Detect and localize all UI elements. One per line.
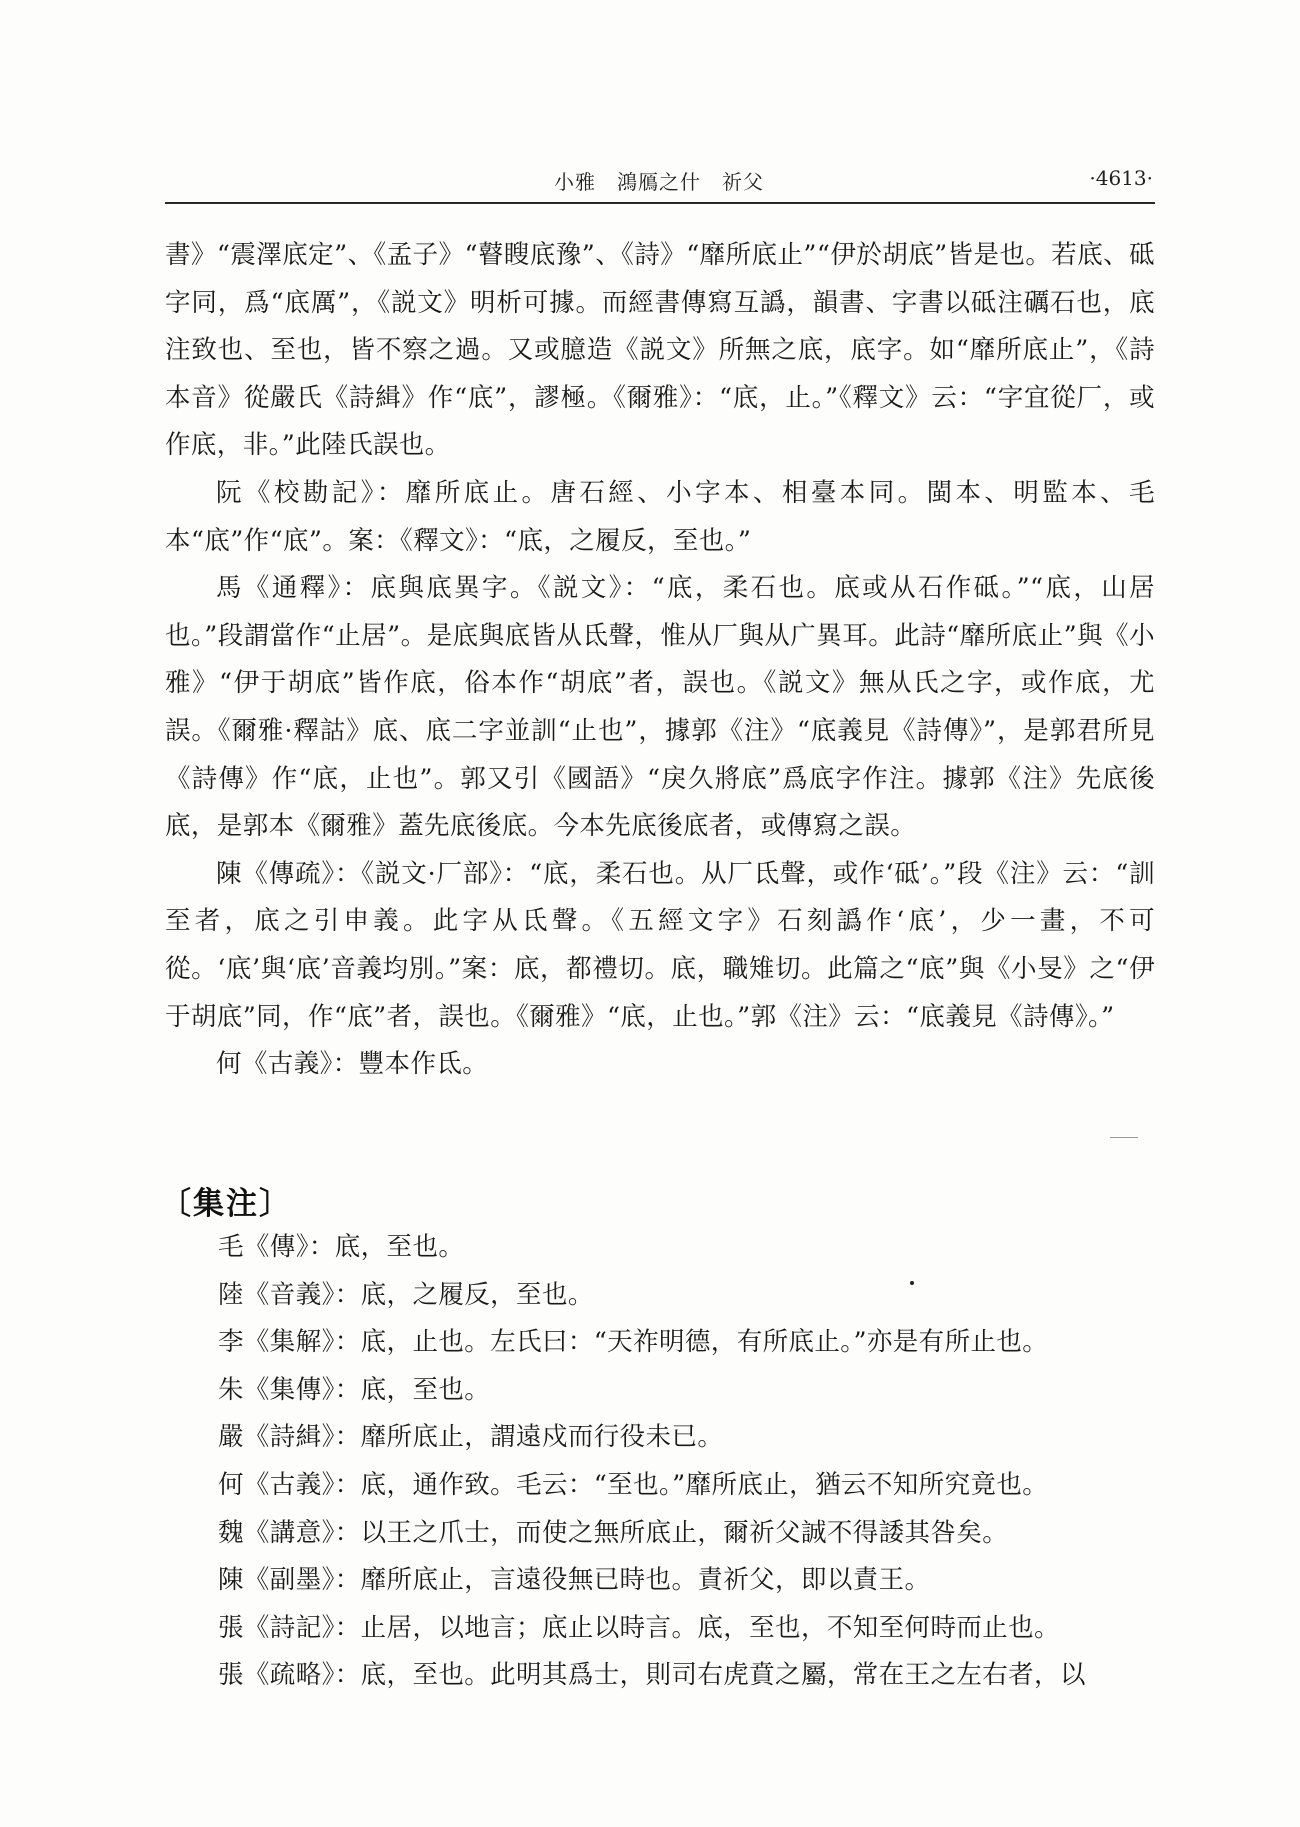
body-text: [165, 232, 1155, 1089]
running-title: 小雅 鴻鴈之什 祈父: [554, 170, 764, 194]
annotation-line: 陳《副墨》：靡所底止，言遠役無已時也。責祈父，即以責王。: [218, 1565, 931, 1596]
paragraph-he: 何《古義》：豐本作氐。: [216, 1049, 489, 1080]
annotation-line: 張《詩記》：止居，以地言；底止以時言。底，至也，不知至何時而止也。: [218, 1612, 1060, 1643]
running-head: [165, 162, 1153, 202]
page-number: ·4613·: [1089, 166, 1153, 190]
annotation-line: 李《集解》：底，止也。左氏曰：“天祚明德，有所底止。”亦是有所止也。: [218, 1327, 1049, 1358]
annotation-line: 魏《講意》：以王之爪士，而使之無所底止，爾祈父誠不得諉其咎矣。: [218, 1517, 1009, 1548]
paragraph-ruan: 阮《校勘記》：靡所底止。唐石經、小字本、相臺本同。閩本、明監本、毛本“底”作“底”。案：《釋文》：“底，之履反，至也。”: [165, 477, 1155, 556]
section-heading: 〔集注〕: [160, 1186, 292, 1222]
annotation-line: 何《古義》：底，通作致。毛云：“至也。”靡所底止，猶云不知所究竟也。: [218, 1469, 1049, 1500]
header-rule: [165, 202, 1155, 204]
annotation-line: 毛《傳》：底，至也。: [218, 1232, 465, 1262]
paragraph-ma: 馬《通釋》：底與底異字。《説文》：“底，柔石也。底或从石作砥。”“底，山居也。”段謂當作“止居”。是底與底皆从氐聲，惟从厂與从广異耳。此詩“靡所底止”與《小雅》“伊于胡底”皆作底，俗本作“胡底”者，誤也。《説文》無从氏之字，或作底，尤誤。《爾雅·釋詁》底、底二字並訓“止也”，據郭《注》“底義見《詩傳》”，是郭君所見《詩傳》作“底，止也”。郭又引《國語》“戾久將底”爲底字作注。據郭《注》先底後底，是郭本《爾雅》蓋先底後底。今本先底後底者，或傳寫之誤。: [165, 573, 1155, 842]
paragraph-continuation: 書》“震澤底定”、《孟子》“瞽瞍底豫”、《詩》“靡所底止”“伊於胡底”皆是也。若底、砥字同，爲“底厲”，《説文》明析可據。而經書傳寫互譌，韻書、字書以砥注礪石也，底注致也、至也，皆不察之過。又或臆造《説文》所無之底，底字。如“靡所底止”，《詩本音》從嚴氏《詩緝》作“底”，謬極。《爾雅》：“底，止。”《釋文》云：“字宜從厂，或作底，非。”此陸氏誤也。: [165, 240, 1155, 461]
margin-mark: [1110, 1137, 1138, 1138]
scan-speck: [910, 1281, 914, 1285]
annotation-line: 張《疏略》：底，至也。此明其爲士，則司右虎賁之屬，常在王之左右者，以: [218, 1660, 1086, 1691]
annotation-line: 嚴《詩緝》：靡所底止，謂遠戍而行役未已。: [218, 1422, 724, 1453]
paragraph-chen: 陳《傳疏》：《説文·厂部》：“底，柔石也。从厂氐聲，或作‘砥’。”段《注》云：“訓至者，底之引申義。此字从氐聲。《五經文字》石刻譌作‘底’，少一畫，不可從。‘底’與‘底’音義均別。”案：底，都禮切。底，職雉切。此篇之“底”與《小旻》之“伊于胡底”同，作“底”者，誤也。《爾雅》“底，止也。”郭《注》云：“底義見《詩傳》。”: [165, 858, 1155, 1032]
annotation-line: 陸《音義》：底，之履反，至也。: [218, 1279, 594, 1310]
annotation-line: 朱《集傳》：底，至也。: [218, 1374, 491, 1405]
annotation-list: [218, 1224, 1158, 1700]
